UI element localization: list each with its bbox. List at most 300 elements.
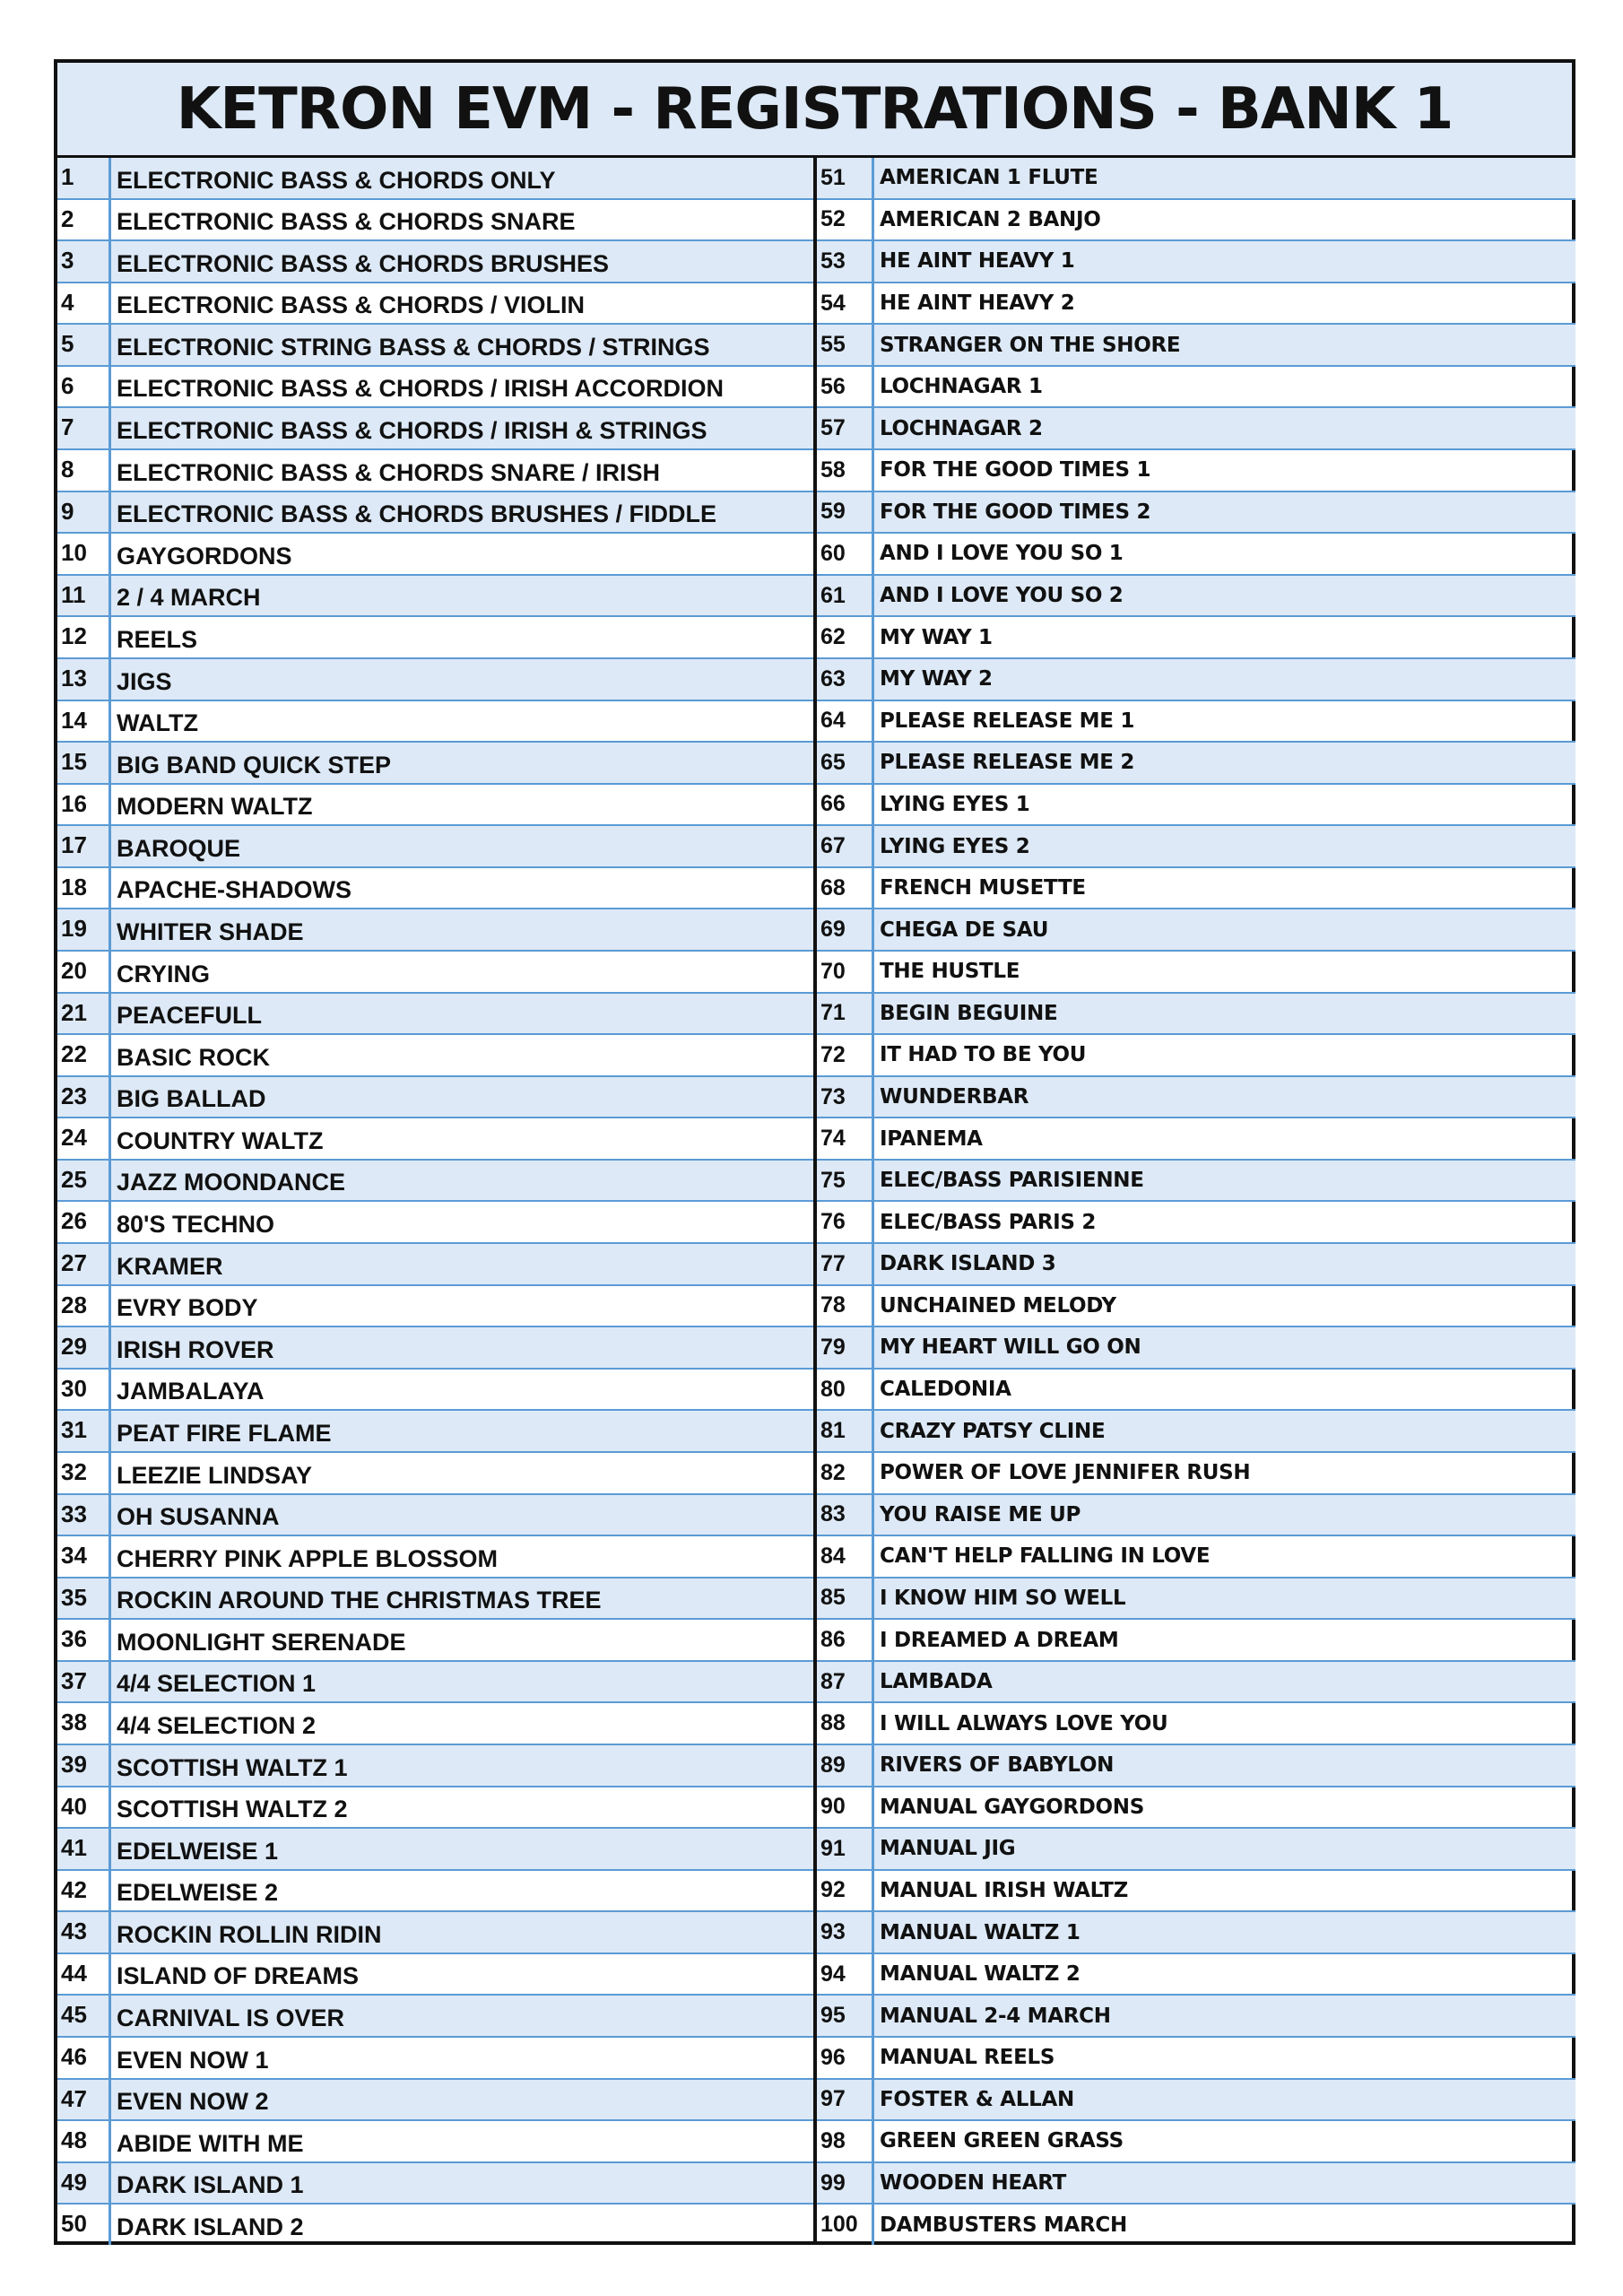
registration-row — [817, 1495, 1575, 1537]
registration-name: BIG BALLAD — [117, 1085, 266, 1113]
registration-number: 51 — [817, 158, 874, 198]
registration-number: 6 — [57, 367, 111, 407]
registration-row — [57, 283, 813, 326]
registration-name: WUNDERBAR — [880, 1085, 1029, 1109]
registration-row — [817, 492, 1575, 535]
registration-row — [817, 576, 1575, 618]
registration-row — [817, 1035, 1575, 1077]
registration-row — [57, 1536, 813, 1578]
registration-row — [817, 909, 1575, 952]
registration-name: POWER OF LOVE JENNIFER RUSH — [880, 1461, 1251, 1485]
registration-number: 36 — [57, 1620, 111, 1660]
registration-number: 73 — [817, 1077, 874, 1118]
registration-number: 37 — [57, 1662, 111, 1702]
registration-row — [817, 1662, 1575, 1704]
registration-row — [817, 785, 1575, 827]
left-column — [57, 158, 817, 2245]
registration-number: 96 — [817, 2038, 874, 2078]
registration-row — [57, 1118, 813, 1161]
registration-number: 2 — [57, 200, 111, 240]
registration-name: 2 / 4 MARCH — [117, 584, 261, 612]
registration-name: EDELWEISE 2 — [117, 1879, 279, 1907]
registration-row — [817, 743, 1575, 785]
registration-number: 90 — [817, 1787, 874, 1828]
registration-row — [817, 952, 1575, 994]
registration-row — [57, 826, 813, 868]
registration-number: 55 — [817, 325, 874, 365]
registration-row — [817, 1244, 1575, 1286]
registration-row — [817, 2205, 1575, 2245]
registration-number: 25 — [57, 1161, 111, 1201]
registration-name: GREEN GREEN GRASS — [880, 2129, 1124, 2153]
registration-number: 59 — [817, 492, 874, 533]
registration-number: 12 — [57, 617, 111, 657]
registration-name: BEGIN BEGUINE — [880, 1001, 1058, 1025]
registration-name: CALEDONIA — [880, 1378, 1011, 1402]
registration-name: EVRY BODY — [117, 1294, 258, 1322]
registration-name: FOR THE GOOD TIMES 2 — [880, 500, 1151, 524]
registration-number: 82 — [817, 1453, 874, 1493]
registration-row — [817, 1118, 1575, 1161]
registration-name: ELECTRONIC BASS & CHORDS BRUSHES — [117, 249, 610, 277]
registration-number: 32 — [57, 1453, 111, 1493]
registration-row — [57, 868, 813, 910]
registration-row — [57, 2038, 813, 2080]
registration-number: 52 — [817, 200, 874, 240]
registration-number: 97 — [817, 2080, 874, 2120]
registration-number: 69 — [817, 909, 874, 950]
registration-row — [57, 659, 813, 701]
registration-row — [817, 1745, 1575, 1787]
registration-name: THE HUSTLE — [880, 960, 1020, 984]
registration-number: 57 — [817, 408, 874, 448]
registration-name: LYING EYES 1 — [880, 792, 1030, 816]
registration-row — [57, 408, 813, 450]
registration-number: 29 — [57, 1327, 111, 1368]
registration-number: 1 — [57, 158, 111, 198]
title-bar — [57, 63, 1572, 158]
registration-name: MODERN WALTZ — [117, 793, 313, 821]
registration-name: DARK ISLAND 1 — [117, 2171, 304, 2199]
registration-row — [57, 450, 813, 492]
registration-row — [817, 158, 1575, 200]
registration-row — [57, 743, 813, 785]
registration-name: AND I LOVE YOU SO 1 — [880, 542, 1124, 566]
registration-name: SCOTTISH WALTZ 1 — [117, 1753, 348, 1781]
registration-row — [57, 701, 813, 744]
registration-row — [57, 158, 813, 200]
registration-number: 27 — [57, 1244, 111, 1284]
registration-number: 71 — [817, 994, 874, 1034]
registration-row — [57, 1745, 813, 1787]
registration-number: 86 — [817, 1620, 874, 1660]
registration-row — [57, 2080, 813, 2122]
registration-name: AND I LOVE YOU SO 2 — [880, 584, 1124, 608]
registration-name: I DREAMED A DREAM — [880, 1628, 1119, 1652]
registration-number: 75 — [817, 1161, 874, 1201]
registration-number: 87 — [817, 1662, 874, 1702]
registration-row — [57, 241, 813, 283]
registration-row — [57, 952, 813, 994]
registration-number: 53 — [817, 241, 874, 282]
registration-row — [57, 1495, 813, 1537]
registration-number: 23 — [57, 1077, 111, 1118]
registration-number: 21 — [57, 994, 111, 1034]
registration-name: CRAZY PATSY CLINE — [880, 1419, 1106, 1443]
registration-row — [57, 1244, 813, 1286]
registration-number: 49 — [57, 2163, 111, 2204]
registration-number: 10 — [57, 534, 111, 574]
registration-number: 93 — [817, 1912, 874, 1952]
registration-name: ROCKIN ROLLIN RIDIN — [117, 1920, 382, 1948]
registration-number: 20 — [57, 952, 111, 992]
registration-name: SCOTTISH WALTZ 2 — [117, 1796, 348, 1823]
registration-name: ROCKIN AROUND THE CHRISTMAS TREE — [117, 1587, 602, 1614]
registration-number: 44 — [57, 1954, 111, 1995]
registration-name: WALTZ — [117, 709, 198, 737]
registration-number: 58 — [817, 450, 874, 491]
registration-name: MY HEART WILL GO ON — [880, 1335, 1141, 1360]
registration-name: LOCHNAGAR 1 — [880, 375, 1043, 399]
registration-row — [817, 617, 1575, 659]
right-column — [817, 158, 1575, 2245]
registration-name: PEACEFULL — [117, 1002, 262, 1030]
registration-number: 72 — [817, 1035, 874, 1075]
registration-row — [57, 785, 813, 827]
registration-name: MANUAL 2-4 MARCH — [880, 2004, 1111, 2028]
registration-name: FRENCH MUSETTE — [880, 876, 1086, 900]
registration-name: UNCHAINED MELODY — [880, 1293, 1116, 1318]
registration-number: 67 — [817, 826, 874, 866]
registration-row — [57, 1453, 813, 1495]
registration-number: 17 — [57, 826, 111, 866]
registration-row — [57, 1202, 813, 1244]
registration-row — [57, 994, 813, 1036]
registration-row — [817, 1370, 1575, 1412]
registration-row — [57, 2205, 813, 2245]
registration-row — [57, 1871, 813, 1913]
registration-name: GAYGORDONS — [117, 542, 292, 570]
registration-row — [817, 325, 1575, 367]
registration-row — [817, 1871, 1575, 1913]
registration-name: EVEN NOW 2 — [117, 2088, 269, 2116]
registration-number: 33 — [57, 1495, 111, 1535]
registration-row — [817, 1912, 1575, 1954]
registration-name: MANUAL WALTZ 1 — [880, 1920, 1081, 1944]
registration-number: 31 — [57, 1411, 111, 1451]
registration-name: ELECTRONIC BASS & CHORDS / IRISH & STRINGS — [117, 417, 707, 445]
registration-number: 94 — [817, 1954, 874, 1995]
registration-row — [57, 1370, 813, 1412]
registration-name: HE AINT HEAVY 2 — [880, 291, 1075, 316]
registration-row — [57, 1327, 813, 1370]
registration-number: 99 — [817, 2163, 874, 2204]
registration-number: 15 — [57, 743, 111, 783]
registration-row — [817, 1161, 1575, 1203]
registration-number: 81 — [817, 1411, 874, 1451]
registration-number: 79 — [817, 1327, 874, 1368]
registration-number: 19 — [57, 909, 111, 950]
registration-name: ELECTRONIC STRING BASS & CHORDS / STRINGS — [117, 333, 710, 361]
registration-name: IT HAD TO BE YOU — [880, 1043, 1087, 1067]
registration-number: 95 — [817, 1996, 874, 2036]
registration-number: 26 — [57, 1202, 111, 1242]
registration-name: MANUAL WALTZ 2 — [880, 1962, 1081, 1987]
registration-name: BASIC ROCK — [117, 1043, 271, 1071]
registration-number: 83 — [817, 1495, 874, 1535]
registration-number: 60 — [817, 534, 874, 574]
registration-row — [817, 241, 1575, 283]
registration-number: 35 — [57, 1578, 111, 1619]
registration-number: 62 — [817, 617, 874, 657]
registration-name: BAROQUE — [117, 834, 241, 862]
registration-number: 50 — [57, 2205, 111, 2245]
registration-row — [57, 2163, 813, 2205]
registration-name: 4/4 SELECTION 1 — [117, 1670, 317, 1698]
registration-name: MOONLIGHT SERENADE — [117, 1628, 406, 1656]
registration-name: MANUAL IRISH WALTZ — [880, 1878, 1128, 1902]
registration-name: PEAT FIRE FLAME — [117, 1419, 332, 1447]
registration-number: 16 — [57, 785, 111, 825]
registration-number: 7 — [57, 408, 111, 448]
registration-number: 11 — [57, 576, 111, 616]
registration-row — [57, 1912, 813, 1954]
registration-number: 78 — [817, 1286, 874, 1326]
registration-row — [817, 1536, 1575, 1578]
registration-number: 65 — [817, 743, 874, 783]
registration-row — [817, 1453, 1575, 1495]
registration-number: 13 — [57, 659, 111, 700]
registration-name: WOODEN HEART — [880, 2171, 1067, 2196]
registration-row — [817, 826, 1575, 868]
registration-number: 54 — [817, 283, 874, 324]
registration-number: 24 — [57, 1118, 111, 1159]
registration-number: 4 — [57, 283, 111, 324]
registration-name: MANUAL GAYGORDONS — [880, 1795, 1145, 1819]
registration-number: 41 — [57, 1829, 111, 1869]
registration-name: RIVERS OF BABYLON — [880, 1753, 1115, 1778]
registration-number: 38 — [57, 1703, 111, 1744]
registration-number: 22 — [57, 1035, 111, 1075]
registration-row — [817, 994, 1575, 1036]
registration-name: CARNIVAL IS OVER — [117, 2005, 345, 2032]
registration-row — [817, 2080, 1575, 2122]
registration-name: ELECTRONIC BASS & CHORDS / VIOLIN — [117, 291, 586, 319]
registration-name: 4/4 SELECTION 2 — [117, 1711, 317, 1739]
registration-name: JAMBALAYA — [117, 1378, 265, 1405]
registration-number: 18 — [57, 868, 111, 909]
registration-number: 46 — [57, 2038, 111, 2078]
registration-name: LEEZIE LINDSAY — [117, 1461, 313, 1489]
registration-name: BIG BAND QUICK STEP — [117, 751, 392, 778]
registration-row — [817, 1286, 1575, 1328]
registration-row — [817, 367, 1575, 409]
registration-number: 84 — [817, 1536, 874, 1577]
registration-name: MY WAY 2 — [880, 667, 993, 691]
registration-name: AMERICAN 2 BANJO — [880, 207, 1101, 231]
registration-row — [57, 1620, 813, 1662]
registration-number: 77 — [817, 1244, 874, 1284]
registration-row — [57, 200, 813, 242]
registration-row — [817, 1787, 1575, 1830]
registration-row — [817, 659, 1575, 701]
registrations-sheet — [54, 59, 1575, 2245]
registration-number: 91 — [817, 1829, 874, 1869]
registration-row — [57, 1578, 813, 1621]
registration-row — [817, 1829, 1575, 1871]
registration-row — [817, 1411, 1575, 1453]
registration-number: 34 — [57, 1536, 111, 1577]
registration-number: 3 — [57, 241, 111, 282]
registration-name: ELECTRONIC BASS & CHORDS SNARE — [117, 208, 576, 236]
registration-name: ELECTRONIC BASS & CHORDS BRUSHES / FIDDLE — [117, 500, 717, 528]
registration-name: CHEGA DE SAU — [880, 918, 1049, 942]
registration-row — [57, 1829, 813, 1871]
registration-name: 80'S TECHNO — [117, 1211, 274, 1239]
registration-name: KRAMER — [117, 1252, 223, 1280]
registration-row — [817, 2038, 1575, 2080]
registration-name: FOSTER & ALLAN — [880, 2087, 1074, 2111]
registration-name: JIGS — [117, 667, 172, 695]
registration-row — [57, 1787, 813, 1830]
registration-name: MANUAL REELS — [880, 2046, 1055, 2070]
registration-name: EDELWEISE 1 — [117, 1837, 279, 1865]
registration-number: 43 — [57, 1912, 111, 1952]
registration-row — [57, 534, 813, 576]
registration-row — [57, 1077, 813, 1119]
registration-row — [57, 909, 813, 952]
registration-name: LOCHNAGAR 2 — [880, 416, 1043, 440]
registration-number: 70 — [817, 952, 874, 992]
registration-number: 42 — [57, 1871, 111, 1911]
registration-name: IRISH ROVER — [117, 1335, 274, 1363]
registration-row — [817, 408, 1575, 450]
registration-row — [817, 701, 1575, 744]
registration-name: COUNTRY WALTZ — [117, 1126, 324, 1154]
registration-name: OH SUSANNA — [117, 1503, 280, 1531]
registration-row — [817, 1578, 1575, 1621]
registration-name: ELEC/BASS PARISIENNE — [880, 1169, 1144, 1193]
registration-name: ISLAND OF DREAMS — [117, 1962, 359, 1990]
registration-name: HE AINT HEAVY 1 — [880, 249, 1075, 274]
registration-name: WHITER SHADE — [117, 918, 304, 945]
registration-number: 48 — [57, 2121, 111, 2161]
registration-name: ELECTRONIC BASS & CHORDS / IRISH ACCORDION — [117, 375, 725, 403]
registration-number: 9 — [57, 492, 111, 533]
registration-name: STRANGER ON THE SHORE — [880, 333, 1181, 357]
registration-name: MANUAL JIG — [880, 1837, 1016, 1861]
registration-row — [57, 576, 813, 618]
page-title: KETRON EVM - REGISTRATIONS - BANK 1 — [176, 75, 1454, 143]
registration-name: REELS — [117, 625, 198, 653]
registration-number: 66 — [817, 785, 874, 825]
registration-number: 63 — [817, 659, 874, 700]
registration-name: ELEC/BASS PARIS 2 — [880, 1210, 1097, 1234]
registration-number: 39 — [57, 1745, 111, 1786]
registration-number: 5 — [57, 325, 111, 365]
registration-row — [57, 1996, 813, 2038]
registration-row — [57, 1286, 813, 1328]
registration-row — [817, 1077, 1575, 1119]
registration-name: PLEASE RELEASE ME 2 — [880, 751, 1135, 775]
registration-row — [817, 450, 1575, 492]
registration-name: ELECTRONIC BASS & CHORDS ONLY — [117, 166, 556, 194]
registration-name: ELECTRONIC BASS & CHORDS SNARE / IRISH — [117, 458, 661, 486]
registration-row — [817, 1954, 1575, 1996]
registration-row — [57, 1035, 813, 1077]
registration-name: LAMBADA — [880, 1670, 993, 1694]
registration-number: 76 — [817, 1202, 874, 1242]
registration-number: 14 — [57, 701, 111, 742]
registration-row — [817, 2121, 1575, 2163]
registration-number: 80 — [817, 1370, 874, 1410]
registration-name: FOR THE GOOD TIMES 1 — [880, 458, 1151, 483]
registration-name: PLEASE RELEASE ME 1 — [880, 709, 1135, 733]
registration-row — [57, 325, 813, 367]
registration-row — [817, 1327, 1575, 1370]
registration-name: EVEN NOW 1 — [117, 2046, 269, 2074]
registration-row — [57, 617, 813, 659]
registration-name: YOU RAISE ME UP — [880, 1502, 1081, 1526]
registration-name: MY WAY 1 — [880, 625, 993, 649]
registration-row — [817, 200, 1575, 242]
registration-number: 85 — [817, 1578, 874, 1619]
registration-name: I KNOW HIM SO WELL — [880, 1586, 1126, 1610]
registration-row — [57, 1703, 813, 1745]
registration-row — [817, 1703, 1575, 1745]
registration-row — [57, 1954, 813, 1996]
registration-name: CRYING — [117, 960, 211, 987]
registration-row — [817, 2163, 1575, 2205]
registration-number: 8 — [57, 450, 111, 491]
registration-name: DAMBUSTERS MARCH — [880, 2213, 1127, 2237]
registration-row — [57, 492, 813, 535]
registration-number: 56 — [817, 367, 874, 407]
registration-name: CHERRY PINK APPLE BLOSSOM — [117, 1544, 499, 1572]
registration-number: 28 — [57, 1286, 111, 1326]
registration-number: 74 — [817, 1118, 874, 1159]
registration-name: IPANEMA — [880, 1126, 983, 1151]
registration-row — [57, 367, 813, 409]
registration-number: 61 — [817, 576, 874, 616]
registration-row — [817, 1620, 1575, 1662]
registration-number: 64 — [817, 701, 874, 742]
registration-number: 92 — [817, 1871, 874, 1911]
registration-name: LYING EYES 2 — [880, 834, 1030, 858]
registration-number: 88 — [817, 1703, 874, 1744]
registration-number: 40 — [57, 1787, 111, 1828]
registration-number: 47 — [57, 2080, 111, 2120]
registration-row — [57, 2121, 813, 2163]
registration-name: JAZZ MOONDANCE — [117, 1169, 345, 1196]
registration-name: DARK ISLAND 3 — [880, 1252, 1056, 1276]
registration-row — [57, 1411, 813, 1453]
registration-name: APACHE-SHADOWS — [117, 876, 352, 904]
registration-number: 68 — [817, 868, 874, 909]
registration-name: CAN'T HELP FALLING IN LOVE — [880, 1544, 1211, 1569]
registration-number: 98 — [817, 2121, 874, 2161]
registration-number: 45 — [57, 1996, 111, 2036]
registration-number: 89 — [817, 1745, 874, 1786]
registration-number: 30 — [57, 1370, 111, 1410]
registration-name: DARK ISLAND 2 — [117, 2213, 304, 2240]
registration-row — [57, 1662, 813, 1704]
registration-name: I WILL ALWAYS LOVE YOU — [880, 1711, 1168, 1735]
registration-row — [57, 1161, 813, 1203]
registration-number: 100 — [817, 2205, 874, 2245]
registration-row — [817, 868, 1575, 910]
registration-row — [817, 283, 1575, 326]
